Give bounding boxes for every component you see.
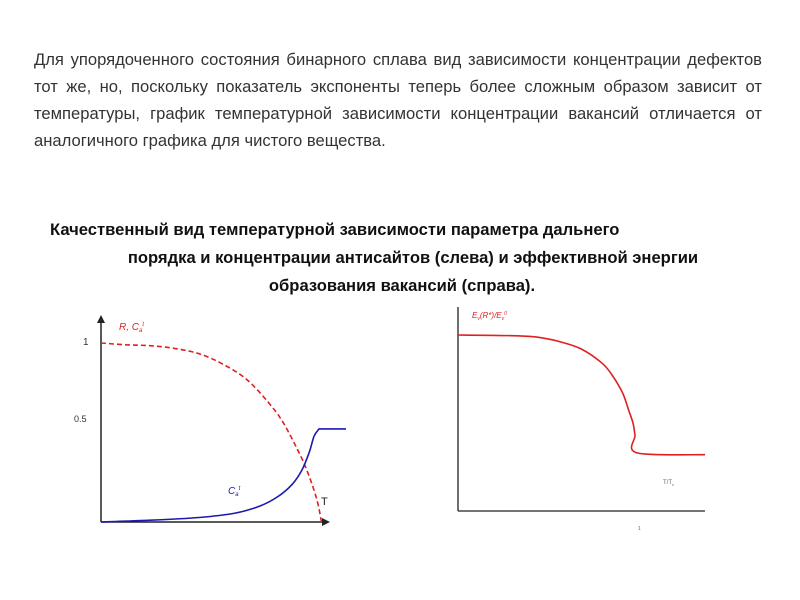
right-x-tick-label-1: 1 <box>638 526 641 532</box>
body-paragraph: Для упорядоченного состояния бинарного сплава вид зависимости концентрации дефектов тот же, но, поскольку показатель экспоненты теперь более сложным образом зависит от температуры, график температурной зависимости концентрации вакансий отличается от аналогичного графика для чистого вещества. <box>34 50 762 150</box>
left-y-axis-label: R, $C_a^t$ <box>119 322 145 334</box>
right-x-axis-label: $T/T_c$ <box>663 480 674 487</box>
left-y-tick-label-0.5: 0.5 <box>74 414 87 424</box>
right-y-axis-label: $E_v(R*)/E_v^0$ <box>472 311 507 322</box>
left-x-axis-label: T <box>321 496 328 508</box>
series-label-c-a-t: $C_a^t$ <box>228 486 241 498</box>
heading-line-2: порядка и концентрации антисайтов (слева) и эффективной энергии <box>127 248 699 267</box>
heading-line-1: Качественный вид температурной зависимости параметра дальнего <box>50 220 620 239</box>
left-y-tick-label-1: 1 <box>83 337 89 348</box>
heading-line-3: образования вакансий (справа). <box>268 276 536 295</box>
series-line-e-v-r-e-v-0 <box>458 335 705 455</box>
